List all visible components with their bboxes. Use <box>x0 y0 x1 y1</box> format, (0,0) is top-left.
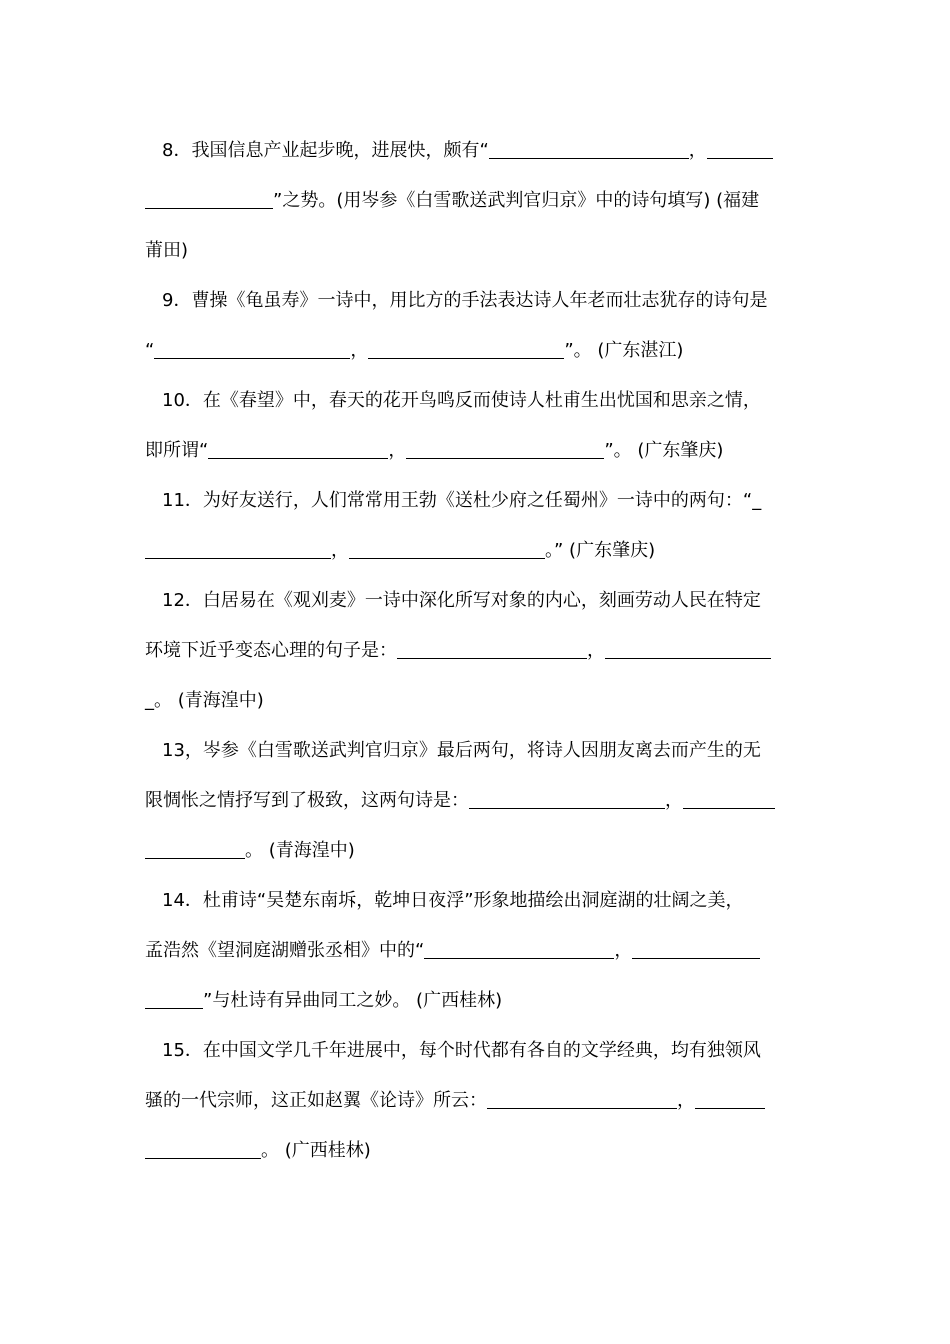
answer-blank[interactable] <box>154 340 350 359</box>
answer-blank[interactable] <box>397 640 587 659</box>
question-12-line-2: 环境下近乎变态心理的句子是： ， <box>145 636 815 666</box>
answer-blank[interactable] <box>487 1090 677 1109</box>
question-14-line-1: 14．杜甫诗“吴楚东南坼，乾坤日夜浮”形象地描绘出洞庭湖的壮阔之美， <box>162 890 744 911</box>
answer-blank[interactable] <box>406 440 604 459</box>
answer-blank[interactable] <box>145 990 203 1009</box>
question-9-line-1: 9．曹操《龟虽寿》一诗中，用比方的手法表达诗人年老而壮志犹存的诗句是 <box>162 290 768 311</box>
answer-blank[interactable] <box>605 640 771 659</box>
question-10-line-2: 即所谓“ ， ”。 (广东肇庆) <box>145 440 724 461</box>
question-15-line-3: 。 (广西桂林) <box>145 1136 815 1166</box>
question-11-line-2: ， 。” (广东肇庆) <box>145 536 815 566</box>
answer-blank[interactable] <box>707 140 773 159</box>
answer-blank[interactable] <box>683 790 775 809</box>
question-12-line-1: 12．白居易在《观刈麦》一诗中深化所写对象的内心，刻画劳动人民在特定 <box>162 590 761 611</box>
answer-blank[interactable] <box>424 940 614 959</box>
question-8-line-1: 8．我国信息产业起步晚，进展快，颇有“ ， <box>162 136 832 166</box>
question-14-line-2: 孟浩然《望洞庭湖赠张丞相》中的“ ， <box>145 936 815 966</box>
question-10-line-1: 10．在《春望》中，春天的花开鸟鸣反而使诗人杜甫生出忧国和思亲之情， <box>162 390 761 411</box>
answer-blank[interactable] <box>469 790 665 809</box>
question-15-line-2: 骚的一代宗师，这正如赵翼《论诗》所云： ， <box>145 1086 815 1116</box>
answer-blank[interactable] <box>145 1140 261 1159</box>
answer-blank[interactable] <box>145 840 245 859</box>
question-14-line-3: ”与杜诗有异曲同工之妙。 (广西桂林) <box>145 986 815 1016</box>
answer-blank[interactable] <box>695 1090 765 1109</box>
question-13-line-2: 限惆怅之情抒写到了极致，这两句诗是： ， <box>145 786 815 816</box>
answer-blank[interactable] <box>368 340 564 359</box>
answer-blank[interactable] <box>349 540 545 559</box>
question-13-line-1: 13，岑参《白雪歌送武判官归京》最后两句，将诗人因朋友离去而产生的无 <box>162 740 761 761</box>
question-15-line-1: 15．在中国文学几千年进展中，每个时代都有各自的文学经典，均有独领风 <box>162 1040 761 1061</box>
question-8-line-3: 莆田) <box>145 240 189 261</box>
question-12-line-3: _。 (青海湟中) <box>145 690 264 711</box>
answer-blank[interactable] <box>145 540 331 559</box>
question-11-line-1: 11．为好友送行，人们常常用王勃《送杜少府之任蜀州》一诗中的两句：“_ <box>162 490 762 511</box>
question-9-line-2: “ ， ”。 (广东湛江) <box>145 340 684 361</box>
answer-blank[interactable] <box>208 440 388 459</box>
answer-blank[interactable] <box>632 940 760 959</box>
answer-blank[interactable] <box>489 140 689 159</box>
answer-blank[interactable] <box>145 190 273 209</box>
question-8-line-2: ”之势。(用岑参《白雪歌送武判官归京》中的诗句填写) (福建 <box>145 186 815 216</box>
question-13-line-3: 。 (青海湟中) <box>145 836 815 866</box>
